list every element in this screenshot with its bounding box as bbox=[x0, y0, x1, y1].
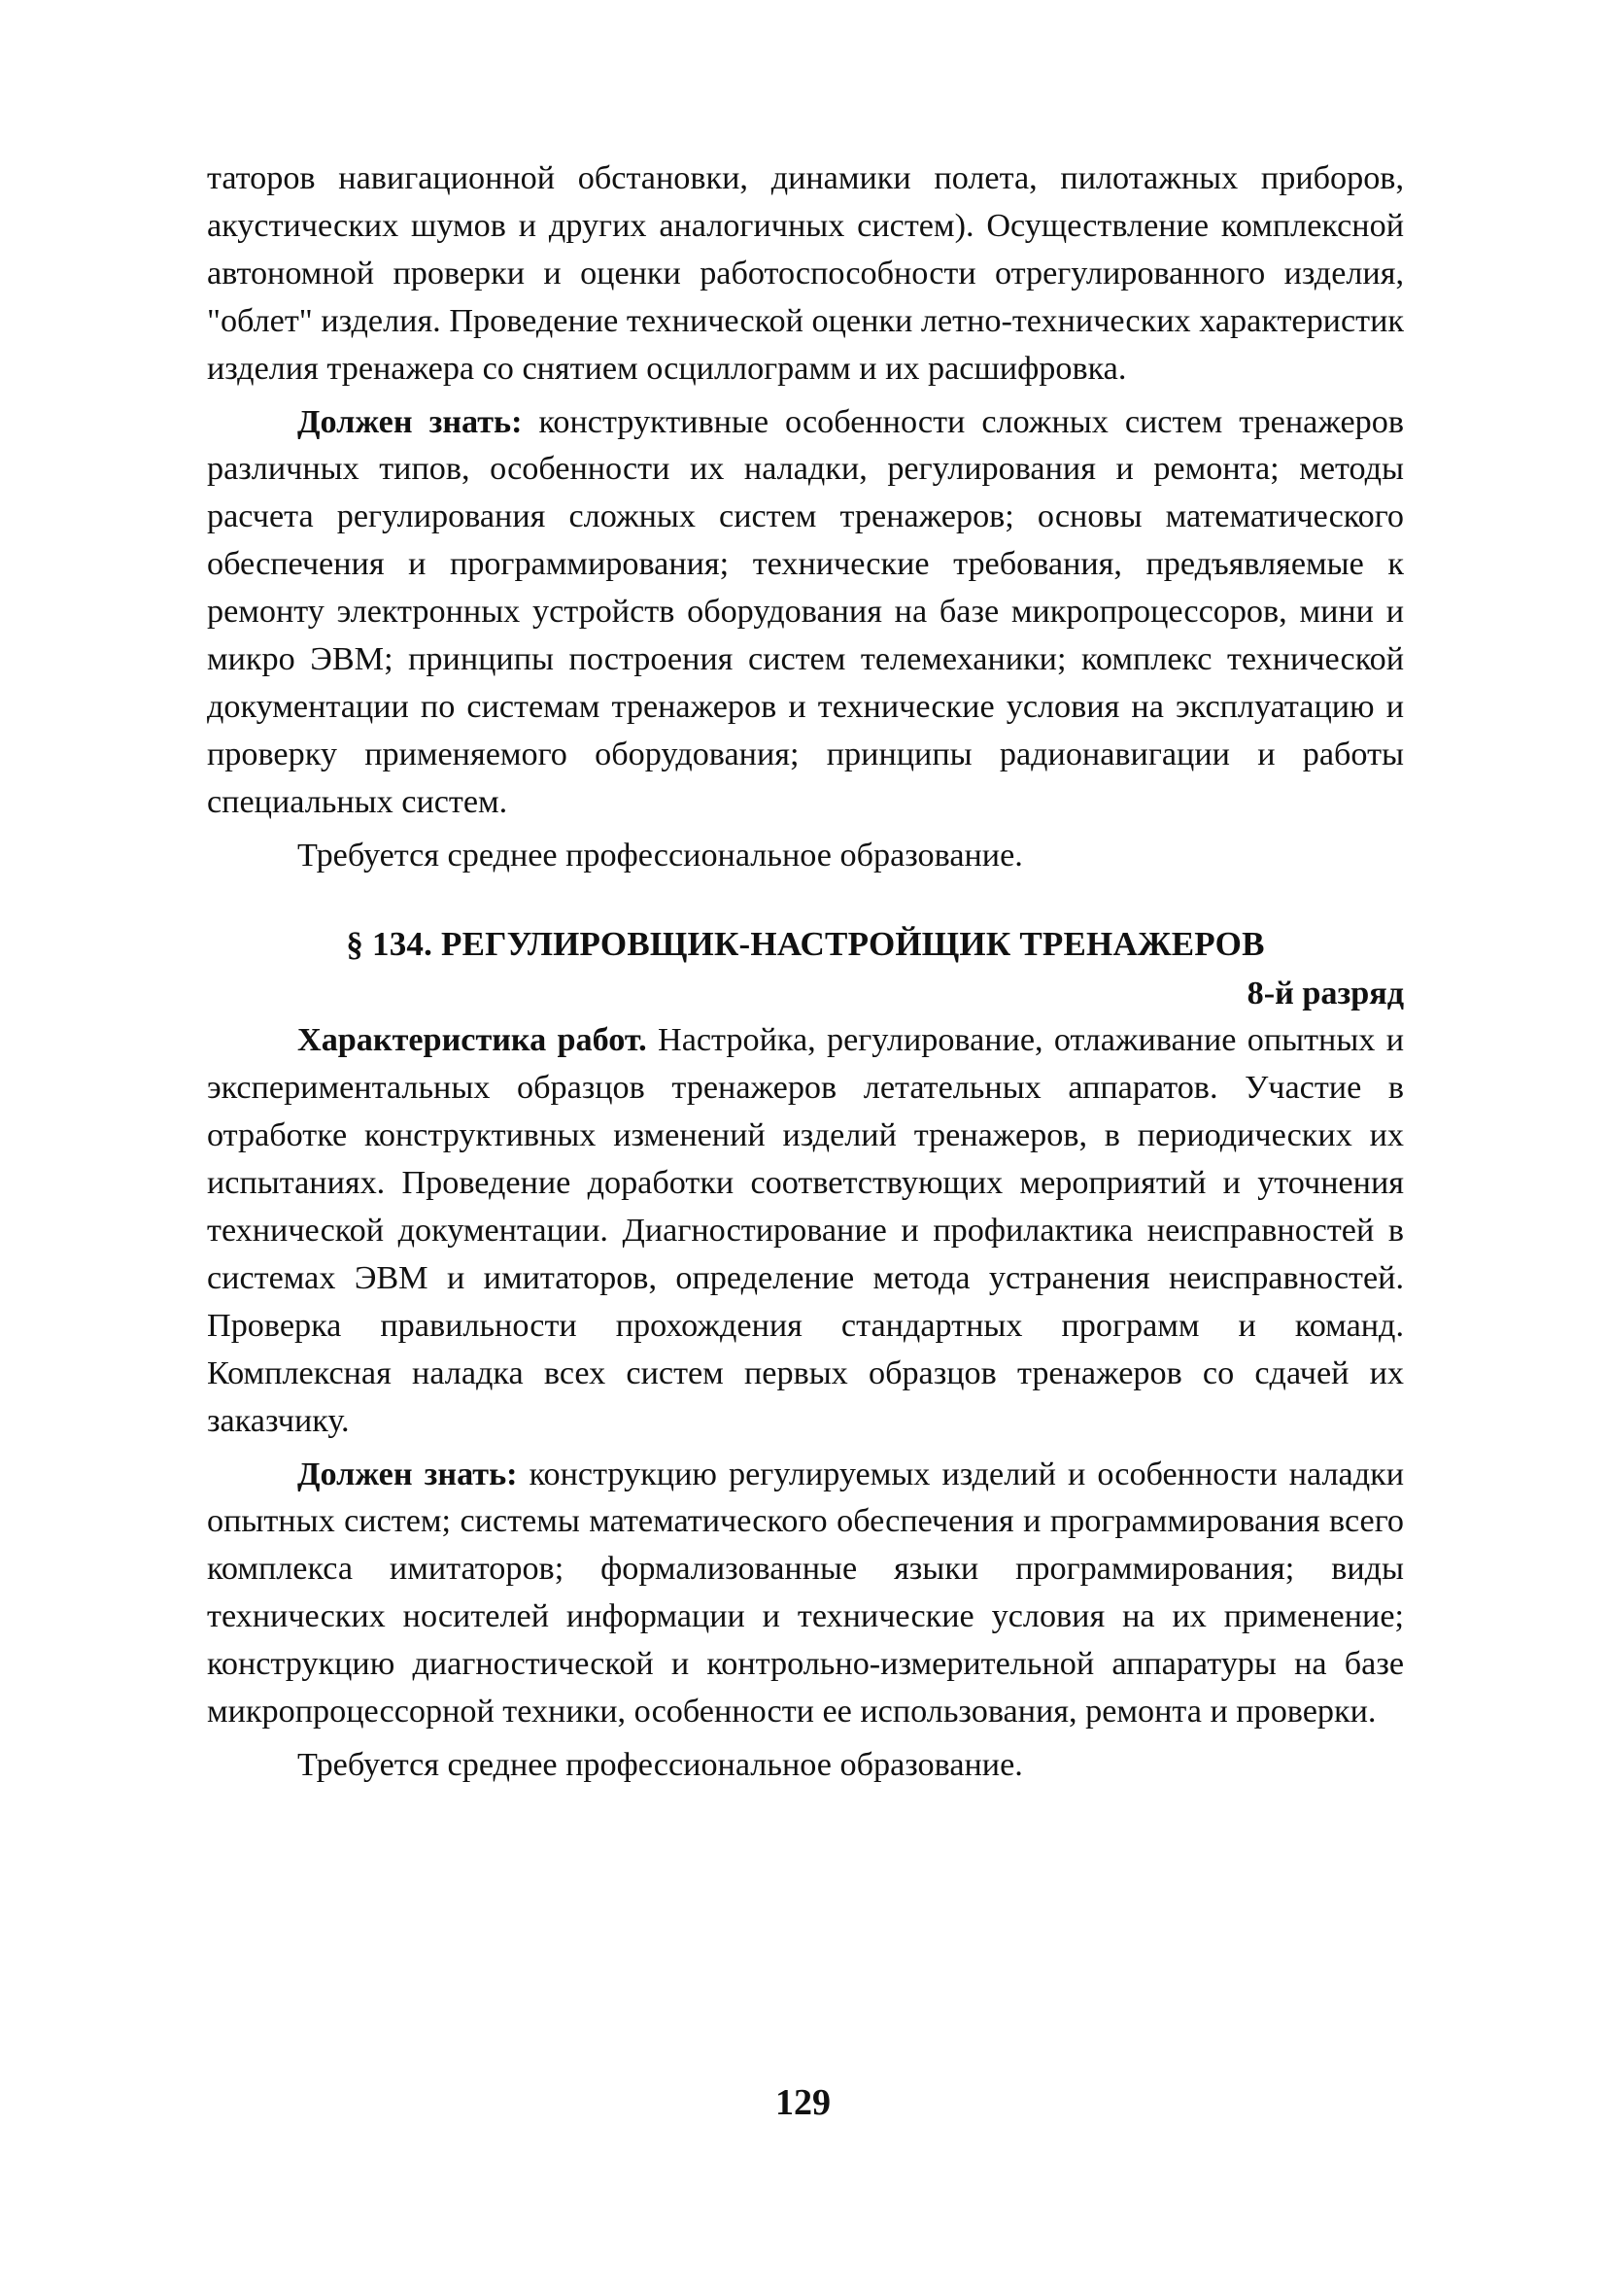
education-paragraph-2: Требуется среднее профессиональное образование. bbox=[297, 1747, 1023, 1783]
page-number: 129 bbox=[775, 2082, 831, 2123]
knowledge-text-2: конструкцию регулируемых изделий и особенности наладки опытных систем; системы математического обеспечения и программирования всего комплекса имитаторов; формализованные языки программирования; виды технических носителей информации и технические условия на их применение; конструкцию диагностической и контрольно-измерительной аппаратуры на базе микропроцессорной техники, особенности ее использования, ремонта и проверки. bbox=[207, 1456, 1404, 1731]
knowledge-paragraph-1 bbox=[207, 399, 1404, 827]
continuation-paragraph: таторов навигационной обстановки, динамики полета, пилотажных приборов, акустических шумов и других аналогичных систем). Осуществление комплексной автономной проверки и оценки работоспособности отрегулированного изделия, "облет" изделия. Проведение технической оценки летно-технических характеристик изделия тренажера со снятием осциллограмм и их расшифровка. bbox=[207, 160, 1404, 387]
section-title: § 134. РЕГУЛИРОВЩИК-НАСТРОЙЩИК ТРЕНАЖЕРОВ bbox=[346, 924, 1265, 963]
knowledge-label-1: Должен знать: bbox=[297, 403, 523, 440]
knowledge-text-1: конструктивные особенности сложных систем тренажеров различных типов, особенности их наладки, регулирования и ремонта; методы расчета регулирования сложных систем тренажеров; основы математического обеспечения и программирования; технические требования, предъявляемые к ремонту электронных устройств оборудования на базе микропроцессоров, мини и микро ЭВМ; принципы построения систем телемеханики; комплекс технической документации по системам тренажеров и технические условия на эксплуатацию и проверку применяемого оборудования; принципы радионавигации и работы специальных систем. bbox=[207, 403, 1405, 820]
work-characteristics-label: Характеристика работ. bbox=[297, 1022, 647, 1059]
grade-label: 8-й разряд bbox=[1247, 975, 1404, 1011]
knowledge-paragraph-2 bbox=[207, 1452, 1404, 1736]
education-paragraph-1: Требуется среднее профессиональное образование. bbox=[297, 837, 1023, 874]
work-characteristics-text: Настройка, регулирование, отлаживание опытных и экспериментальных образцов тренажеров летательных аппаратов. Участие в отработке конструктивных изменений изделий тренажеров, в периодических их испытаниях. Проведение доработки соответствующих мероприятий и уточнения технической документации. Диагностирование и профилактика неисправностей в системах ЭВМ и имитаторов, определение метода устранения неисправностей. Проверка правильности прохождения стандартных программ и команд. Комплексная наладка всех систем первых образцов тренажеров со сдачей их заказчику. bbox=[207, 1022, 1404, 1439]
work-characteristics-paragraph bbox=[207, 1017, 1404, 1445]
document-page bbox=[207, 155, 1404, 1790]
knowledge-label-2: Должен знать: bbox=[297, 1456, 518, 1492]
